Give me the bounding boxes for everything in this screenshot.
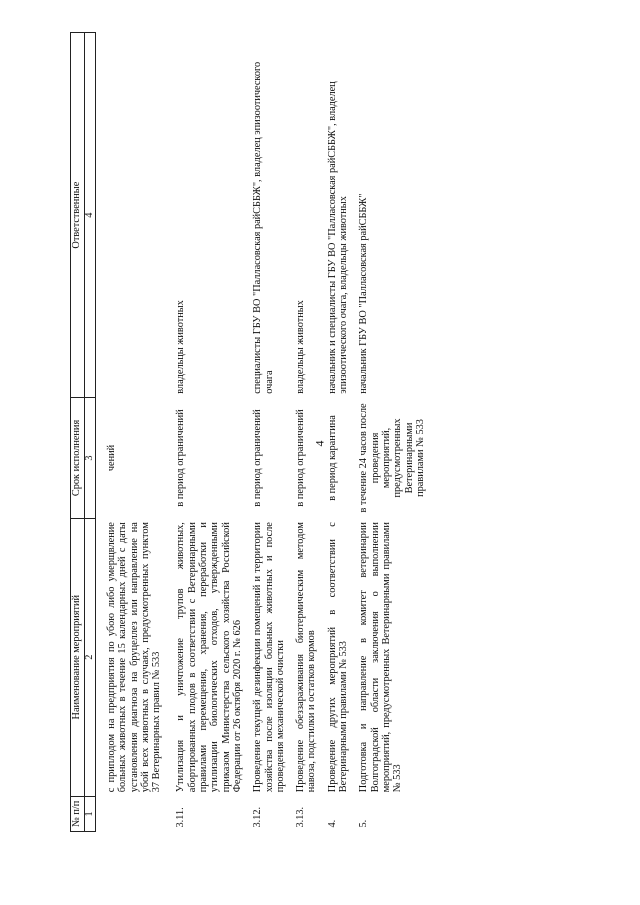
column-number: 4 [84, 33, 96, 398]
table-header-row [71, 33, 85, 832]
row-name: Проведение других мероприятий в соответствии с Ветеринарными правилами № 533 [326, 522, 350, 793]
column-number: 2 [84, 518, 96, 796]
row-term: в период ограничений [175, 409, 187, 507]
row-name: Подготовка и направление в комитет ветеринарии Волгоградской области заключения о выполнении мероприятий, предусмотренных Ветеринарными правилами № 533 [358, 522, 404, 793]
row-num: 3.13. [295, 806, 307, 828]
row-name: Утилизация и уничтожение трупов животных, абортированных плодов в соответствии с Ветеринарными правилами перемещения, хранения, переработки и утилизации биологических отходов, утвержденными приказом Министерства сельского хозяйства Российской Федерации от 26 октября 2020 г. № 626 [175, 522, 243, 793]
table-row [170, 33, 247, 832]
column-number: 3 [84, 398, 96, 518]
row-term: в период ограничений [295, 409, 307, 507]
row-responsible [96, 33, 171, 398]
header-name: Наименование мероприятий [71, 518, 85, 796]
row-name: Проведение текущей дезинфекции помещений и территории хозяйства после изоляции больных животных и после проведения механической очистки [252, 522, 286, 793]
column-numbers-row [84, 33, 96, 832]
row-responsible: начальник ГБУ ВО "Палласовская райСББЖ" [358, 193, 370, 394]
page-number: 4 [312, 440, 327, 447]
measures-table [70, 32, 430, 832]
row-num: 3.12. [252, 806, 264, 828]
column-number: 1 [84, 796, 96, 831]
row-term: чений [106, 444, 117, 472]
table-row [96, 33, 171, 832]
row-num: 5. [358, 819, 370, 828]
table-row [322, 33, 354, 832]
row-term: в период ограничений [252, 409, 264, 507]
row-num: 3.11. [175, 807, 187, 828]
rotated-page [70, 32, 530, 832]
row-responsible: владельцы животных [175, 300, 187, 394]
row-name: с приплодом на предприятия по убою либо умерщвление больных животных в течение 15 календарных дней с даты установления диагноза на бруцеллез или направление на убой всех животных в случаях, предусмотренных пунктом 37 Ветеринарных правил № 533 [106, 522, 163, 793]
header-responsible: Ответственные [71, 33, 85, 398]
row-term: в период карантина [326, 415, 338, 501]
row-name: Проведение обеззараживания биотермическим методом навоза, подстилки и остатков кормов [295, 522, 318, 793]
table-row [290, 33, 322, 832]
row-term: в течение 24 часов после проведения мероприятий, предусмотренных Ветеринарными правилами № 533 [358, 403, 426, 513]
table-row [353, 33, 430, 832]
header-num: № п/п [71, 796, 85, 831]
row-responsible: специалисты ГБУ ВО "Палласовская райСББЖ", владелец эпизоотического очага [252, 61, 275, 394]
row-num: 4. [326, 819, 338, 828]
header-term: Срок исполнения [71, 398, 85, 518]
table-row [247, 33, 290, 832]
row-responsible: начальник и специалисты ГБУ ВО "Палласовская райСББЖ", владелец эпизоотического очага, владельцы животных [326, 81, 350, 394]
row-responsible: владельцы животных [295, 300, 307, 394]
row-num [96, 796, 171, 831]
